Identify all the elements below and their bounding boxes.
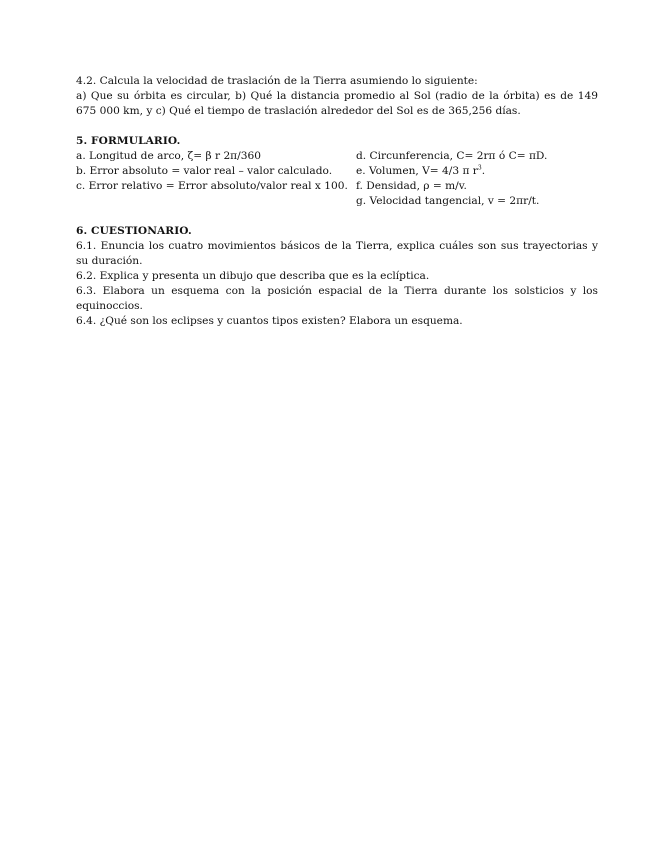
formula-f: f. Densidad, ρ = m/v. <box>356 180 467 192</box>
formula-c: c. Error relativo = Error absoluto/valor real x 100. <box>76 180 348 192</box>
formula-d: d. Circunferencia, C= 2rπ ó C= πD. <box>356 150 548 162</box>
section-6-heading: 6. CUESTIONARIO. <box>76 225 192 237</box>
document-page <box>76 74 598 329</box>
formula-e-text: e. Volumen, V= 4/3 π r <box>356 165 478 177</box>
formula-a: a. Longitud de arco, ζ= β r 2π/360 <box>76 150 261 162</box>
question-6-1: 6.1. Enuncia los cuatro movimientos básicos de la Tierra, explica cuáles son sus trayectorias y su duración. <box>76 240 598 267</box>
section-5-heading: 5. FORMULARIO. <box>76 135 181 147</box>
formula-e-end: . <box>481 165 486 177</box>
formula-list <box>76 149 598 209</box>
item-4-2-conditions: a) Que su órbita es circular, b) Qué la distancia promedio al Sol (radio de la órbita) es de 149 675 000 km, y c) Qué el tiempo de traslación alrededor del Sol es de 365,256 días. <box>76 90 598 117</box>
item-4-2-statement: 4.2. Calcula la velocidad de traslación de la Tierra asumiendo lo siguiente: <box>76 75 478 87</box>
formula-e-exponent: 3 <box>477 164 482 172</box>
formula-e <box>356 164 598 179</box>
question-6-4: 6.4. ¿Qué son los eclipses y cuantos tipos existen? Elabora un esquema. <box>76 315 463 327</box>
formula-b: b. Error absoluto = valor real – valor calculado. <box>76 165 333 177</box>
question-6-2: 6.2. Explica y presenta un dibujo que describa que es la eclíptica. <box>76 270 430 282</box>
question-6-3: 6.3. Elabora un esquema con la posición espacial de la Tierra durante los solsticios y los equinoccios. <box>76 285 598 312</box>
formula-g: g. Velocidad tangencial, v = 2πr/t. <box>356 195 540 207</box>
formula-column-right <box>356 149 598 209</box>
formula-column-left <box>76 149 356 209</box>
